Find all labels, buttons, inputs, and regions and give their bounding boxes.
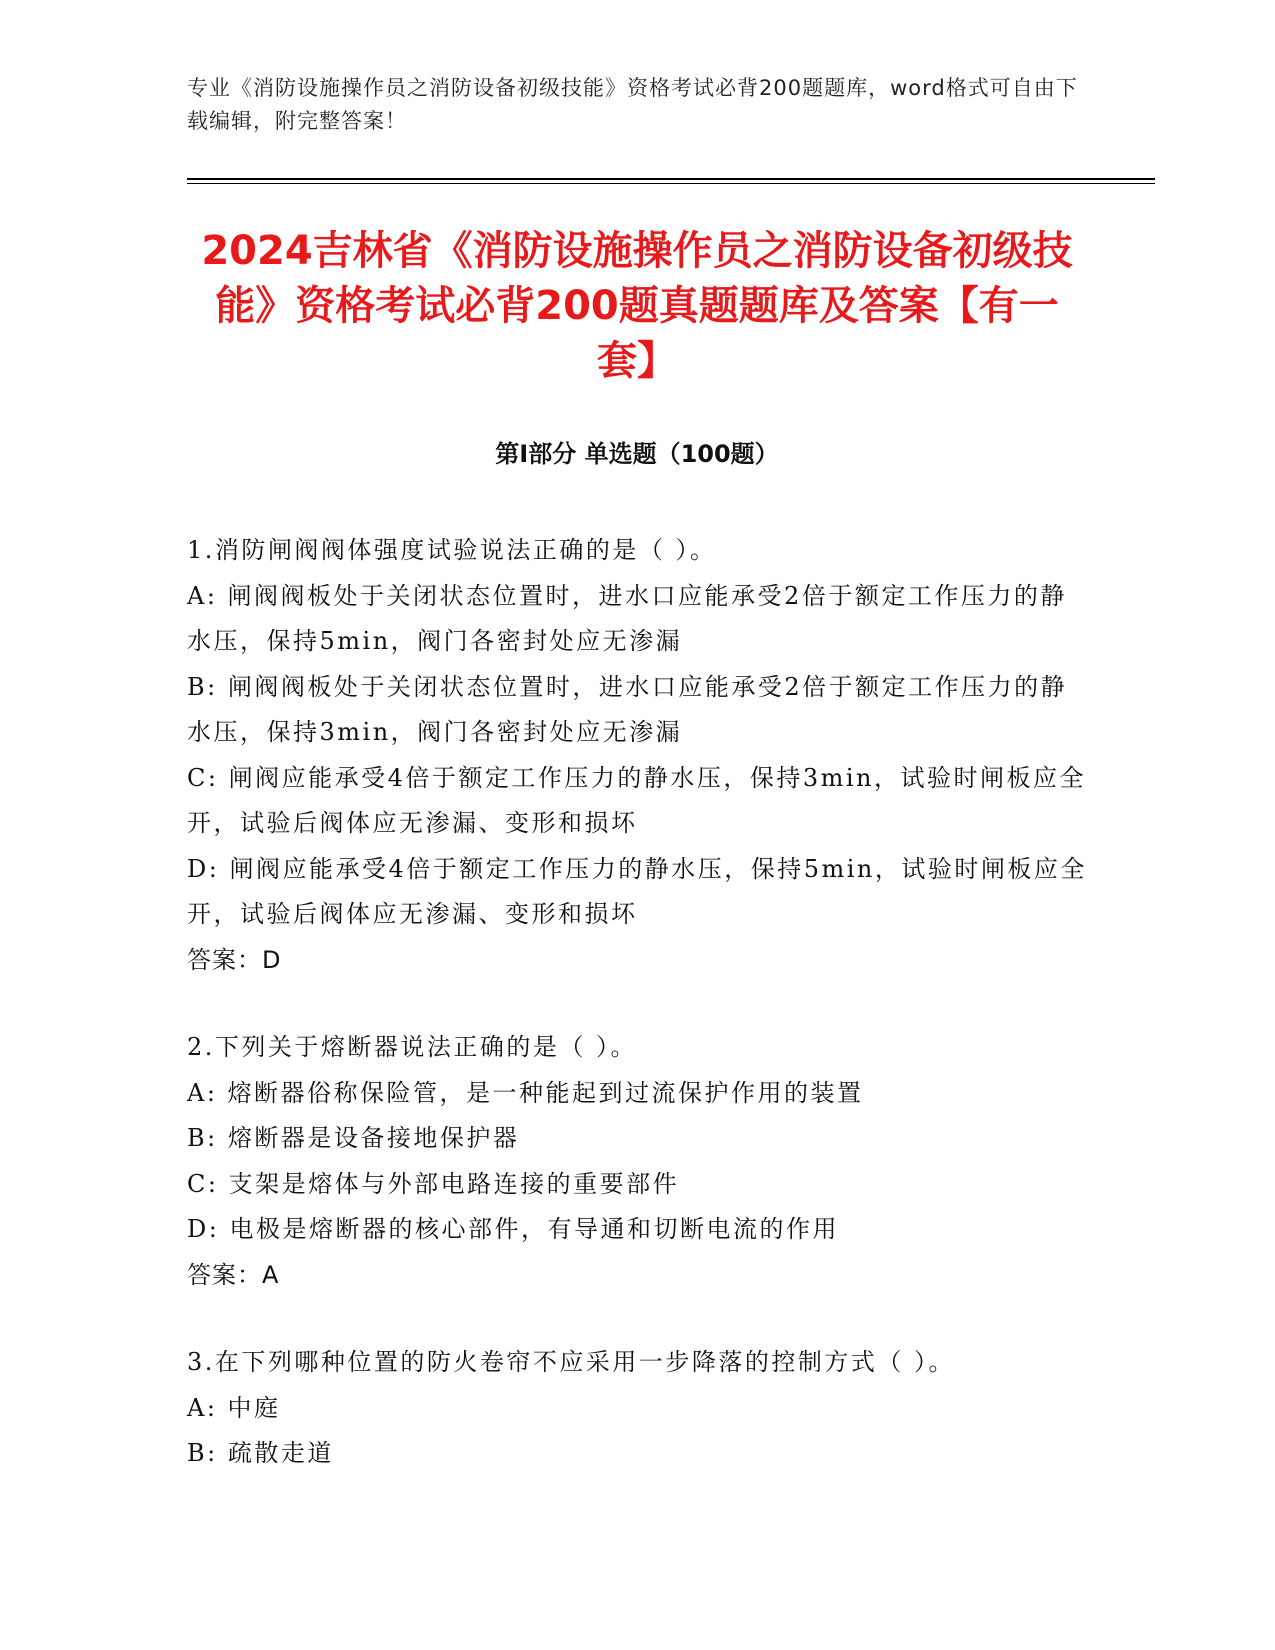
- option-b: B: 疏散走道: [187, 1439, 334, 1467]
- question-3: [187, 1340, 1087, 1477]
- option-c: C: 支架是熔体与外部电路连接的重要部件: [187, 1169, 680, 1198]
- answer-line: 答案：A: [187, 1260, 280, 1289]
- question-list: [187, 528, 1087, 1519]
- answer-line: 答案：D: [187, 945, 282, 974]
- header-divider-thick: [187, 178, 1155, 180]
- question-stem: 3.在下列哪种位置的防火卷帘不应采用一步降落的控制方式（ ）。: [187, 1348, 956, 1376]
- option-a: A: 熔断器俗称保险管，是一种能起到过流保护作用的装置: [187, 1078, 864, 1107]
- option-d: D: 电极是熔断器的核心部件，有导通和切断电流的作用: [187, 1215, 839, 1243]
- question-stem: 2.下列关于熔断器说法正确的是（ ）。: [187, 1033, 638, 1061]
- question-1: [187, 528, 1087, 983]
- document-title: 2024吉林省《消防设施操作员之消防设备初级技能》资格考试必背200题真题题库及答案【有一套】: [201, 228, 1073, 384]
- option-b: B: 熔断器是设备接地保护器: [187, 1124, 520, 1152]
- question-stem: 1.消防闸阀阀体强度试验说法正确的是（ ）。: [187, 536, 717, 564]
- option-a: A: 中庭: [187, 1393, 281, 1422]
- question-2: [187, 1025, 1087, 1298]
- section-heading: 第I部分 单选题（100题）: [495, 440, 779, 468]
- option-a: A: 闸阀阀板处于关闭状态位置时，进水口应能承受2倍于额定工作压力的静水压，保持5min，阀门各密封处应无渗漏: [187, 581, 1067, 655]
- option-b: B: 闸阀阀板处于关闭状态位置时，进水口应能承受2倍于额定工作压力的静水压，保持3min，阀门各密封处应无渗漏: [187, 672, 1068, 746]
- header-note: 专业《消防设施操作员之消防设备初级技能》资格考试必背200题题库，word格式可自由下载编辑，附完整答案！: [187, 76, 1078, 133]
- option-d: D: 闸阀应能承受4倍于额定工作压力的静水压，保持5min，试验时闸板应全开，试验后阀体应无渗漏、变形和损坏: [187, 854, 1087, 928]
- option-c: C: 闸阀应能承受4倍于额定工作压力的静水压，保持3min，试验时闸板应全开，试验后阀体应无渗漏、变形和损坏: [187, 763, 1087, 837]
- header-divider-thin: [187, 183, 1155, 184]
